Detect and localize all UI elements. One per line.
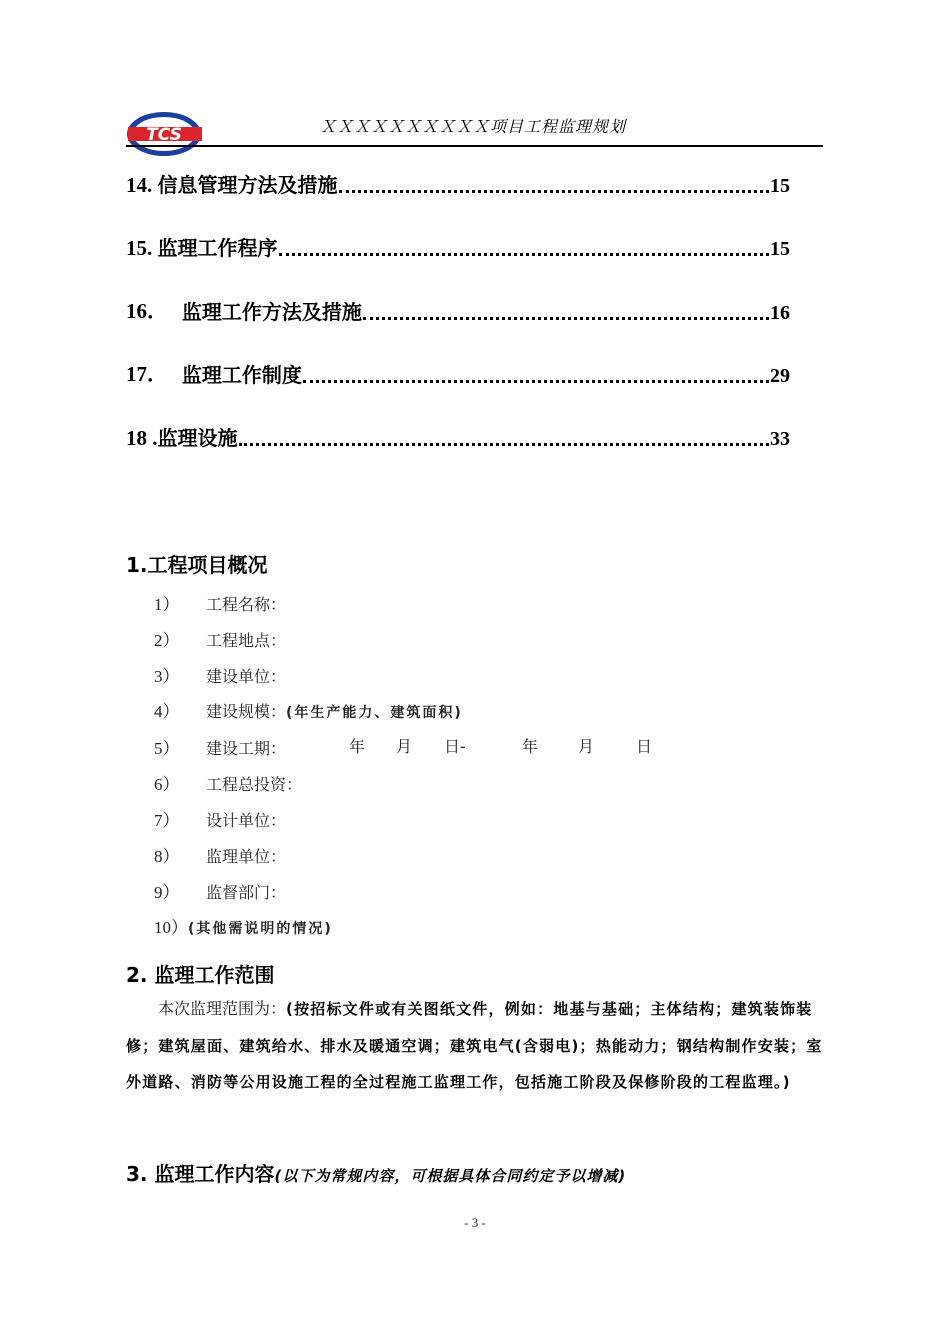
item-label: 设计单位： [206,811,287,830]
item-label: 建设工期： [206,739,287,758]
item-label: 工程地点： [206,631,287,650]
item-number: 8） [154,847,180,866]
section-heading-scope: 2. 监理工作范围 [126,963,275,987]
toc-number: 17． [126,362,168,386]
page-number: - 3 - [464,1215,486,1230]
section-heading-work-content [126,1158,626,1187]
toc-page-number: 15 [770,238,790,260]
toc-page-number: 15 [770,175,790,197]
list-item [154,913,333,938]
item-label: 工程名称： [206,595,287,614]
section-heading-text: 3. 监理工作内容 [126,1162,275,1186]
list-item [154,734,714,758]
toc-entry[interactable] [126,360,790,388]
item-number: 3） [154,667,180,686]
toc-page-number: 16 [770,302,790,324]
toc-number: 18 . [126,426,158,450]
period-year-end: 年 [522,737,539,756]
toc-page-number: 33 [770,428,790,450]
toc-number: 16． [126,299,168,323]
section-heading-project-overview: 1.工程项目概况 [126,553,268,577]
toc-entry[interactable] [126,423,790,451]
toc-leader [363,317,769,320]
item-label: 监理单位： [206,847,287,866]
item-number: 6） [154,775,180,794]
company-logo [126,110,206,158]
scope-paragraph [126,991,826,1101]
item-note: (年生产能力、建筑面积) [286,705,463,721]
toc-title: 监理工作制度 [168,363,302,387]
item-number: 9） [154,883,180,902]
toc-title: 信息管理方法及措施 [157,173,338,197]
toc-entry[interactable] [126,170,790,198]
header-divider [126,145,823,147]
toc-title: 监理工作方法及措施 [168,300,362,324]
scope-body: (按招标文件或有关图纸文件，例如：地基与基础；主体结构；建筑装饰装修；建筑屋面、建筑给水、排水及暖通空调；建筑电气(含弱电)；热能动力；钢结构制作安装；室外道路、消防等公用设施工程的全过程施工监理工作，包括施工阶段及保修阶段的工程监理。) [126,1000,823,1091]
section-heading-note: (以下为常规内容，可根据具体合同约定予以增减) [274,1167,627,1185]
toc-leader [239,443,770,446]
list-item [154,626,286,651]
item-number: 2） [154,631,180,650]
scope-lead: 本次监理范围为： [158,999,287,1018]
toc-title: 监理工作程序 [157,236,278,260]
list-item [154,878,286,903]
toc-leader [339,190,770,193]
toc-entry[interactable] [126,297,790,325]
item-number: 5） [154,739,180,758]
list-item [154,697,463,722]
toc-number: 14. [126,173,158,197]
item-note: (其他需说明的情况) [188,921,333,937]
toc-leader [279,253,770,256]
list-item [154,806,286,831]
toc-leader [303,380,769,383]
item-number: 4） [154,702,180,721]
item-label: 监督部门： [206,883,287,902]
list-item [154,770,302,795]
logo-text: TCS [146,125,182,145]
toc-entry[interactable] [126,233,790,261]
list-item [154,590,286,615]
period-month-start: 月 [396,737,413,756]
toc-page-number: 29 [770,365,790,387]
item-number: 7） [154,811,180,830]
toc-title: 监理设施 [157,426,238,450]
item-number: 1） [154,595,180,614]
list-item [154,662,286,687]
item-label: 建设单位： [206,667,287,686]
period-day-end: 日 [636,737,653,756]
item-label: 建设规模： [206,702,287,721]
header-title: ＸＸＸＸＸＸＸＸＸＸ项目工程监理规划 [320,117,627,136]
item-label: 工程总投资： [206,775,303,794]
list-item [154,842,286,867]
period-year-start: 年 [349,737,366,756]
toc-number: 15. [126,236,158,260]
item-number: 10） [154,918,188,937]
period-day-start: 日- [444,737,466,756]
period-month-end: 月 [578,737,595,756]
